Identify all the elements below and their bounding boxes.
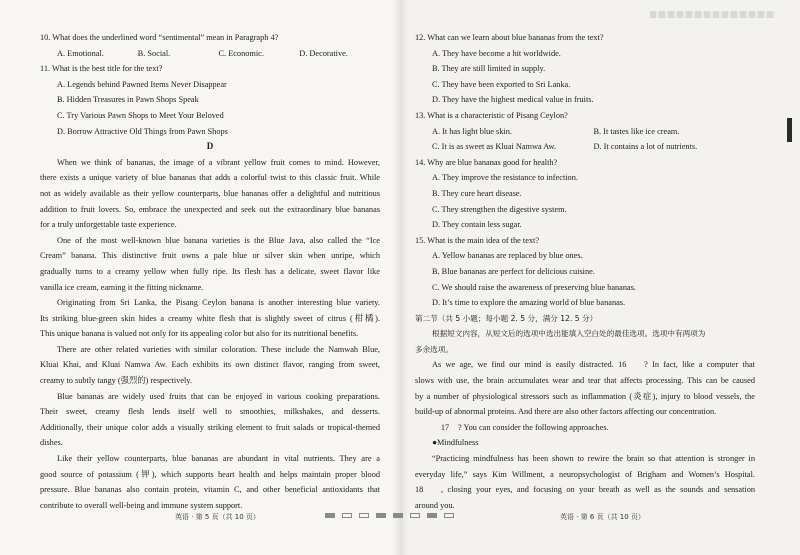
right-column xyxy=(415,30,755,513)
passage-section-letter: D xyxy=(206,141,214,152)
mark xyxy=(427,513,437,518)
option-b: B. They cure heart disease. xyxy=(432,188,522,198)
page-footer-right: 英语 · 第 6 页（共 10 页） xyxy=(560,513,645,521)
passage-line: dishes. xyxy=(40,438,63,448)
passage-line: Like their yellow counterparts, blue bananas are abundant in vital nutrients. They are a xyxy=(57,454,380,464)
mark xyxy=(325,513,335,518)
question-11-stem: 11. What is the best title for the text? xyxy=(40,64,163,74)
mark xyxy=(342,513,352,518)
question-12-stem: 12. What can we learn about blue bananas from the text? xyxy=(415,33,604,42)
edge-registration-mark xyxy=(787,118,792,142)
option-c: C. They have been exported to Sri Lanka. xyxy=(432,79,571,89)
section-2-instructions: 根据短文内容，从短文后的选项中选出能填入空白处的最佳选项。选项中有两项为 xyxy=(432,329,706,339)
option-c: C. It is as sweet as Kluai Namwa Aw. xyxy=(432,142,557,152)
blank-17[interactable]: 17 xyxy=(432,420,458,436)
mark xyxy=(359,513,369,518)
cloze-text: ? In fact, like a computer that xyxy=(644,360,755,370)
cloze-line: “Practicing mindfulness has been shown to rewire the brain so that attention is stronger in xyxy=(432,454,755,464)
passage-line: When we think of bananas, the image of a vibrant yellow fruit comes to mind. However, xyxy=(57,157,380,167)
cloze-line: everyday life,” says Kim Willment, a neuropsychologist of Brigham and Women’s Hospital. xyxy=(415,469,755,479)
passage-line: good source of potassium (钾), which supports heart health and helps maintain proper blood xyxy=(40,469,380,479)
option-a: A. Yellow bananas are replaced by blue ones. xyxy=(432,251,583,261)
header-barcode xyxy=(650,11,775,18)
cloze-line: slows with use, the brain accumulates wear and tear that affects processing. This can be caused xyxy=(415,376,755,386)
question-13-stem: 13. What is a characteristic of Pisang Ceylon? xyxy=(415,110,568,120)
option-b: B. It tastes like ice cream. xyxy=(593,126,680,136)
blank-16[interactable]: 16 xyxy=(618,357,644,373)
option-c: C. They strengthen the digestive system. xyxy=(432,204,567,214)
option-d: D. Decorative. xyxy=(299,48,348,58)
passage-line: Blue bananas are widely used fruits that can be enjoyed in various cooking preparations. xyxy=(57,391,380,401)
cloze-line xyxy=(415,482,755,498)
passage-line: contribute to overall well-being and immune system support. xyxy=(40,500,243,510)
passage-paragraph-6 xyxy=(40,451,380,513)
cloze-text: , closing your eyes, and focusing on your breath as well as the sounds and sensation xyxy=(441,485,755,495)
passage-line: vanilla ice cream, earning it the fitting nickname. xyxy=(40,282,204,292)
option-a: A. Emotional. xyxy=(57,48,104,58)
passage-line: Cream” banana. This distinctive fruit owns a pale blue or silver skin when unripe, which xyxy=(40,251,380,261)
question-15-stem: 15. What is the main idea of the text? xyxy=(415,235,540,245)
mark xyxy=(393,513,403,518)
passage-line: for a truly unforgettable taste experience. xyxy=(40,220,177,230)
question-14-stem: 14. Why are blue bananas good for health? xyxy=(415,157,558,167)
passage-paragraph-5 xyxy=(40,389,380,451)
mark xyxy=(376,513,386,518)
mark xyxy=(410,513,420,518)
passage-line: pressure. Blue bananas also contain protein, vitamin C, and other beneficial antioxidants that xyxy=(40,485,380,495)
option-d: D. Borrow Attractive Old Things from Pawn Shops xyxy=(57,126,228,136)
page-gutter xyxy=(392,0,408,555)
cloze-line xyxy=(415,420,755,436)
option-a: A. They improve the resistance to infection. xyxy=(432,173,578,183)
option-c: C. Try Various Pawn Shops to Meet Your Beloved xyxy=(57,110,224,120)
question-10-options xyxy=(40,46,380,62)
option-d: D. It’s time to explore the amazing world of blue bananas. xyxy=(432,298,626,308)
cloze-line: by a number of physiological stressors such as inflammation (炎症), injury to blood vessels, the xyxy=(415,391,755,401)
passage-line: Their sweet, creamy flesh lends itself well to smoothies, milkshakes, and desserts. xyxy=(40,407,380,417)
passage-line: addition to fruit lovers. So, embrace the unexpected and seek out the extraordinary blue bananas xyxy=(40,204,380,214)
cloze-text: ? You can consider the following approaches. xyxy=(458,422,609,432)
passage-line: not as widely available as their yellow counterparts, blue bananas offer a delightful and nutritious xyxy=(40,188,380,198)
left-column xyxy=(40,30,380,513)
cloze-line: around you. xyxy=(415,500,455,510)
blank-18[interactable]: 18 xyxy=(415,482,441,498)
passage-line: gradually turns to a creamy yellow when fully ripe. Its flesh has a delicate, sweet flavor like xyxy=(40,266,380,276)
section-2-instructions-cont: 多余选项。 xyxy=(415,344,453,354)
question-10-stem: 10. What does the underlined word “sentimental” mean in Paragraph 4? xyxy=(40,33,279,42)
passage-line: there exists a unique variety of blue bananas that adds a colorful twist to this classic fruit. While xyxy=(40,173,380,183)
option-a: A. It has light blue skin. xyxy=(432,126,512,136)
passage-paragraph-3 xyxy=(40,295,380,342)
passage-line: Its striking blue-green skin hides a creamy white flesh that is slightly sweet of citrus (柑橘). xyxy=(40,313,380,323)
question-13-options-row-2 xyxy=(415,139,755,155)
option-b: B. They are still limited in supply. xyxy=(432,64,546,74)
mark xyxy=(444,513,454,518)
option-d: D. They contain less sugar. xyxy=(432,220,522,230)
passage-line: This unique banana is valued not only for its appealing color but also for its nutritional benefits. xyxy=(40,329,359,339)
option-c: C. Economic. xyxy=(218,48,264,58)
cloze-line: build-up of abnormal proteins. And there are also other factors affecting our concentration. xyxy=(415,407,717,417)
passage-line: Kluai Khai, and Kluai Namwa Aw. Each exhibits its own distinct flavor, ranging from sweet, xyxy=(40,360,380,370)
page-footer-left: 英语 · 第 5 页（共 10 页） xyxy=(175,513,260,521)
option-b: B. Blue bananas are perfect for delicious cuisine. xyxy=(432,266,595,276)
cloze-text: As we age, we find our mind is easily distracted. xyxy=(432,360,614,370)
cloze-line xyxy=(415,357,755,373)
option-c: C. We should raise the awareness of preserving blue bananas. xyxy=(432,282,637,292)
passage-paragraph-2 xyxy=(40,233,380,295)
option-a: A. They have become a hit worldwide. xyxy=(432,48,561,58)
passage-line: creamy to subtly tangy (强烈的) respectively. xyxy=(40,376,192,386)
option-b: B. Hidden Treasures in Pawn Shops Speak xyxy=(57,95,199,105)
section-2-title: 第二节（共 5 小题；每小题 2. 5 分，满分 12. 5 分） xyxy=(415,313,598,323)
question-13-options-row-1 xyxy=(415,124,755,140)
option-b: B. Social. xyxy=(137,48,171,58)
option-d: D. It contains a lot of nutrients. xyxy=(593,142,698,152)
passage-line: Additionally, their unique color adds a visually striking element to fruit salads or tropical-themed xyxy=(40,422,380,432)
bullet-heading-mindfulness: ●Mindfulness xyxy=(432,438,479,448)
option-d: D. They have the highest medical value in fruits. xyxy=(432,95,594,105)
passage-paragraph-4 xyxy=(40,342,380,389)
passage-line: There are other related varieties with similar coloration. These include the Namwah Blue, xyxy=(57,344,380,354)
passage-line: Originating from Sri Lanka, the Pisang Ceylon banana is another interesting blue variety. xyxy=(57,298,380,308)
passage-line: One of the most well-known blue banana varieties is the Blue Java, also called the “Ice xyxy=(57,235,380,245)
passage-paragraph-1 xyxy=(40,155,380,233)
registration-marks xyxy=(325,513,454,518)
option-a: A. Legends behind Pawned Items Never Disappear xyxy=(57,79,227,89)
